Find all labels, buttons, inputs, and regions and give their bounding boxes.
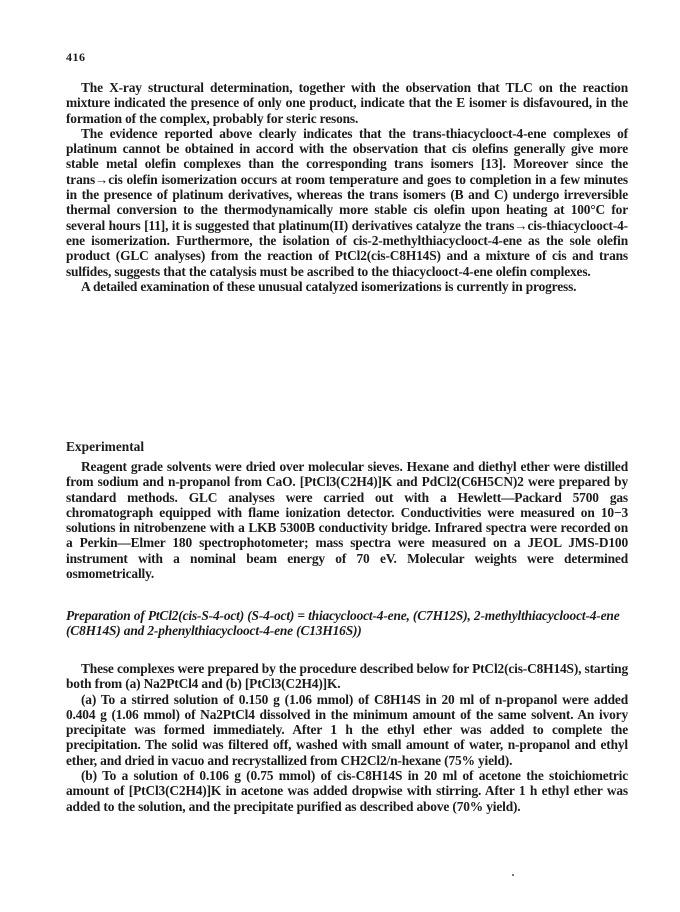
preparation-paragraph-a: (a) To a stirred solution of 0.150 g (1.06 mmol) of C8H14S in 20 ml of n-propanol were added 0.404 g (1.06 mmol) of Na2PtCl4 dissolved in the minimum amount of the same solvent. An ivory precipitate was formed immediately. After 1 h the ethyl ether was added to complete the precipitation. The solid was filtered off, washed with small amount of water, n-propanol and ethyl ether, and dried in vacuo and recrystallized from CH2Cl2/n-hexane (75% yield).: [66, 691, 628, 768]
discussion-paragraph-3: A detailed examination of these unusual catalyzed isomerizations is currently in progress.: [81, 278, 577, 294]
preparation-subheading: Preparation of PtCl2(cis-S-4-oct) (S-4-oct) = thiacyclooct-4-ene, (C7H12S), 2-methylthiacyclooct-4-ene (C8H14S) and 2-phenylthiacyclooct-4-ene (C13H16S)): [66, 608, 620, 639]
preparation-paragraph-intro: These complexes were prepared by the procedure described below for PtCl2(cis-C8H14S), starting both from (a) Na2PtCl4 and (b) [PtCl3(C2H4)]K.: [66, 661, 628, 692]
discussion-paragraph-1: The X-ray structural determination, together with the observation that TLC on the reaction mixture indicated the presence of only one product, indicate that the E isomer is disfavoured, in the formation of the complex, probably for steric resons.: [66, 80, 628, 126]
page-number: 416: [66, 50, 86, 64]
preparation-paragraph-b: (b) To a solution of 0.106 g (0.75 mmol) of cis-C8H14S in 20 ml of acetone the stoichiometric amount of [PtCl3(C2H4)]K in acetone was added dropwise with stirring. After 1 h ethyl ether was added to the solution, and the precipitate purified as described above (70% yield).: [66, 768, 628, 814]
preparation-section: [66, 661, 628, 814]
discussion-paragraph-2: The evidence reported above clearly indicates that the trans-thiacyclooct-4-ene complexes of platinum cannot be obtained in accord with the observation that cis olefins generally give more stable metal olefin complexes than the corresponding trans isomers [13]. Moreover since the trans→cis olefin isomerization occurs at room temperature and goes to completion in a few minutes in the presence of platinum derivatives, whereas the trans isomers (B and C) undergo irreversible thermal conversion to the thermodynamically more stable cis olefin upon heating at 100°C for several hours [11], it is suggested that platinum(II) derivatives catalyze the trans→cis-thiacyclooct-4-ene isomerization. Furthermore, the isolation of cis-2-methylthiacyclooct-4-ene as the sole olefin product (GLC analyses) from the reaction of PtCl2(cis-C8H14S) and a mixture of cis and trans sulfides, suggests that the catalysis must be ascribed to the thiacyclooct-4-ene olefin complexes.: [66, 125, 628, 279]
scan-speck: [512, 874, 514, 876]
experimental-intro: [66, 459, 628, 581]
section-heading-experimental: Experimental: [66, 439, 145, 454]
experimental-paragraph-1: Reagent grade solvents were dried over molecular sieves. Hexane and diethyl ether were distilled from sodium and n-propanol from CaO. [PtCl3(C2H4)]K and PdCl2(C6H5CN)2 were prepared by standard methods. GLC analyses were carried out with a Hewlett—Packard 5700 gas chromatograph equipped with flame ionization detector. Conductivities were measured on 10−3 solutions in nitrobenzene with a LKB 5300B conductivity bridge. Infrared spectra were recorded on a Perkin—Elmer 180 spectrophotometer; mass spectra were measured on a JEOL JMS-D100 instrument with a nominal beam energy of 70 eV. Molecular weights were determined osmometrically.: [66, 459, 628, 582]
discussion-section: [66, 80, 628, 294]
